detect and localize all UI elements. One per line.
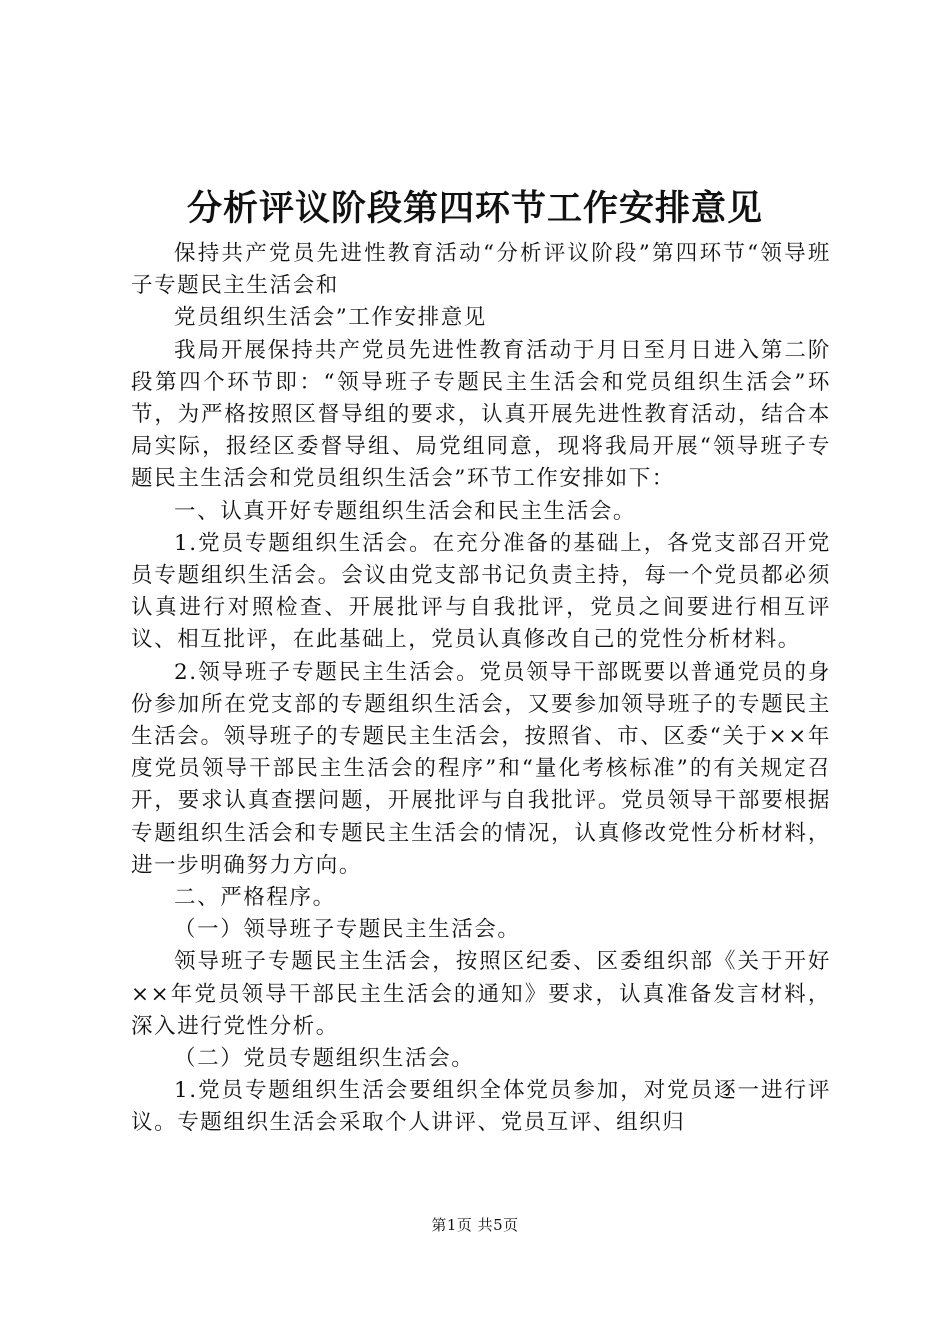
subsection-heading-1: （一）领导班子专题民主生活会。 bbox=[174, 917, 521, 943]
document-body bbox=[131, 238, 831, 1140]
section-heading-1: 一、认真开好专题组织生活会和民主生活会。 bbox=[174, 498, 637, 524]
paragraph-intro: 我局开展保持共产党员先进性教育活动于月日至月日进入第二阶段第四个环节即：“领导班子专题民主生活会和党员组织生活会”环节，为严格按照区督导组的要求，认真开展先进性教育活动，结合本局实际，报经区委督导组、局党组同意，现将我局开展“领导班子专题民主生活会和党员组织生活会”环节工作安排如下： bbox=[131, 337, 831, 492]
page-footer: 第1页 共5页 bbox=[431, 1216, 519, 1234]
intro-heading-line-2: 党员组织生活会”工作安排意见 bbox=[174, 305, 487, 331]
paragraph-subsection-2-item-1: 1.党员专题组织生活会要组织全体党员参加，对党员逐一进行评议。专题组织生活会采取个人讲评、党员互评、组织归 bbox=[131, 1078, 831, 1136]
section-heading-2: 二、严格程序。 bbox=[174, 885, 336, 911]
paragraph-item-1: 1.党员专题组织生活会。在充分准备的基础上，各党支部召开党员专题组织生活会。会议由党支部书记负责主持，每一个党员都必须认真进行对照检查、开展批评与自我批评，党员之间要进行相互评议、相互批评，在此基础上，党员认真修改自己的党性分析材料。 bbox=[131, 530, 831, 653]
paragraph-subsection-1: 领导班子专题民主生活会，按照区纪委、区委组织部《关于开好××年党员领导干部民主生活会的通知》要求，认真准备发言材料，深入进行党性分析。 bbox=[131, 949, 831, 1039]
subsection-heading-2: （二）党员专题组织生活会。 bbox=[174, 1046, 475, 1072]
document-title: 分析评议阶段第四环节工作安排意见 bbox=[186, 188, 763, 229]
intro-heading-line-1: 保持共产党员先进性教育活动“分析评议阶段”第四环节“领导班子专题民主生活会和 bbox=[131, 241, 831, 299]
paragraph-item-2: 2.领导班子专题民主生活会。党员领导干部既要以普通党员的身份参加所在党支部的专题组织生活会，又要参加领导班子的专题民主生活会。领导班子的专题民主生活会，按照省、市、区委“关于××年度党员领导干部民主生活会的程序”和“量化考核标准”的有关规定召开，要求认真查摆问题，开展批评与自我批评。党员领导干部要根据专题组织生活会和专题民主生活会的情况，认真修改党性分析材料，进一步明确努力方向。 bbox=[131, 659, 831, 878]
